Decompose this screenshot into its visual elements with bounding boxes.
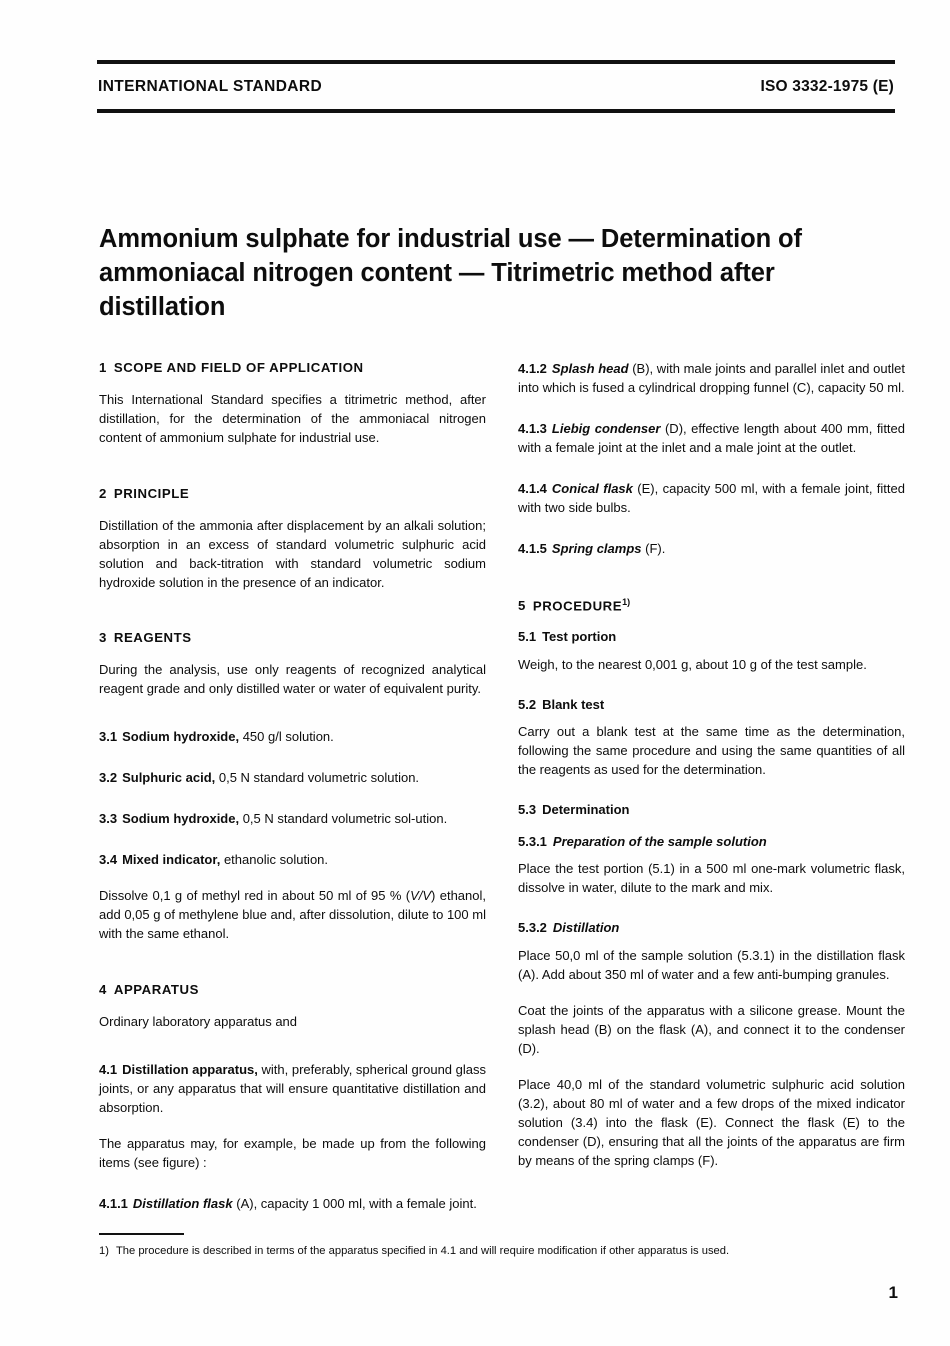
subsection-number: 5.3.1	[518, 833, 547, 849]
clause-term: Sodium hydroxide,	[122, 811, 240, 827]
section-number: 1	[99, 360, 107, 375]
clause-text: (E), capacity 500 ml, with a female joint, fitted with two side bulbs.	[518, 480, 905, 515]
clause-term: Liebig condenser	[551, 420, 661, 436]
subsection-number: 5.3	[518, 802, 537, 818]
section-title: SCOPE AND FIELD OF APPLICATION	[113, 360, 364, 375]
clause-4-1-5	[518, 540, 905, 559]
page-title: Ammonium sulphate for industrial use — Determination of ammoniacal nitrogen content — Titrimetric method after distillation	[99, 225, 802, 321]
section-title: PRINCIPLE	[113, 485, 190, 501]
footnote-separator-rule	[99, 1233, 184, 1235]
subsection-title: Determination	[542, 802, 630, 818]
clause-text: ethanolic solution.	[220, 852, 329, 868]
subsection-title: Test portion	[542, 629, 617, 645]
subsection-number: 5.1	[518, 629, 537, 645]
clause-term: Sodium hydroxide,	[122, 729, 240, 745]
footnote-area	[99, 1233, 905, 1259]
clause-4-1-2	[518, 360, 905, 398]
clause-4-1-1	[99, 1195, 486, 1214]
header-rule-bottom	[97, 109, 895, 113]
clause-term: Distillation apparatus,	[122, 1061, 258, 1077]
clause-4-1-3	[518, 420, 905, 458]
header-row	[97, 64, 895, 109]
standard-reference-label: ISO 3332-1975 (E)	[760, 78, 894, 95]
subsection-5-3-2-paragraph-3: Place 40,0 ml of the standard volumetric sulphuric acid solution (3.2), about 80 ml of water and a few drops of the mixed indicator solution (3.4) into the flask (E). Connect the flask (E) to the condenser (D), ensuring that all the joints of the apparatus are firm by means of the spring clamps (F).	[518, 1076, 905, 1168]
section-2-paragraph: Distillation of the ammonia after displacement by an alkali solution; absorption in an excess of standard volumetric sulphuric acid solution and back-titration with standard volumetric sodium hydroxide solution in the presence of an indicator.	[99, 517, 486, 590]
section-3-paragraph: During the analysis, use only reagents of recognized analytical reagent grade and only distilled water or water of equivalent purity.	[99, 662, 486, 697]
clause-text: (D), effective length about 400 mm, fitted with a female joint at the inlet and a male joint at the outlet.	[518, 420, 905, 455]
clause-text-b: ) ethanol, add 0,05 g of methylene blue and, after dissolution, dilute to 100 ml with the same ethanol.	[99, 888, 486, 942]
clause-3-2	[99, 769, 486, 788]
subsection-number: 5.3.2	[518, 920, 547, 936]
section-heading-1	[99, 360, 486, 376]
clause-number: 4.1.2	[518, 361, 547, 376]
footnote-1	[99, 1244, 905, 1259]
clause-text: 450 g/l solution.	[239, 729, 334, 745]
clause-3-3	[99, 810, 486, 829]
clause-3-1	[99, 728, 486, 747]
clause-4-1-paragraph: The apparatus may, for example, be made up from the following items (see figure) :	[99, 1135, 486, 1170]
subsection-title: Blank test	[542, 696, 605, 712]
footnote-marker: 1)	[622, 596, 631, 607]
section-number: 4	[99, 982, 107, 998]
section-number: 5	[518, 598, 526, 614]
clause-term: Conical flask	[551, 480, 633, 496]
section-1-paragraph: This International Standard specifies a titrimetric method, after distillation, for the determination of the ammoniacal nitrogen content of ammonium sulphate for industrial use.	[99, 391, 486, 445]
clause-text: (B), with male joints and parallel inlet and outlet into which is fused a cylindrical dropping funnel (C), capacity 50 ml.	[518, 361, 905, 395]
clause-text: with, preferably, spherical ground glass joints, or any apparatus that will ensure quantitative distillation and absorption.	[99, 1061, 486, 1115]
clause-number: 4.1.1	[99, 1195, 128, 1211]
subsection-title: Distillation	[552, 920, 620, 936]
clause-number: 4.1	[99, 1061, 118, 1077]
subsection-title: Preparation of the sample solution	[552, 833, 767, 849]
standard-type-label: INTERNATIONAL STANDARD	[98, 78, 323, 95]
page-header	[97, 60, 895, 113]
clause-text: 0,5 N standard volumetric sol-ution.	[239, 811, 448, 827]
left-column	[99, 360, 486, 1232]
clause-text: (A), capacity 1 000 ml, with a female joint.	[232, 1195, 477, 1211]
clause-text: 0,5 N standard volumetric solution.	[215, 770, 420, 786]
section-heading-4	[99, 982, 486, 998]
footnote-number: 1)	[99, 1245, 109, 1257]
subsection-number: 5.2	[518, 696, 537, 712]
clause-term: Mixed indicator,	[122, 852, 221, 868]
clause-term: Distillation flask	[132, 1195, 233, 1211]
clause-4-1	[99, 1061, 486, 1118]
clause-term: Sulphuric acid,	[122, 770, 216, 786]
clause-number: 3.1	[99, 729, 118, 745]
section-number: 3	[99, 630, 107, 646]
subsection-5-1-paragraph: Weigh, to the nearest 0,001 g, about 10 g of the test sample.	[518, 656, 867, 672]
section-heading-5	[518, 597, 905, 614]
subsection-5-3-2-paragraph-2: Coat the joints of the apparatus with a silicone grease. Mount the splash head (B) on the flask (A), and connect it to the condenser (D).	[518, 1002, 905, 1056]
section-number: 2	[99, 485, 107, 501]
clause-number: 3.4	[99, 852, 118, 868]
subsection-heading-5-3	[518, 802, 905, 818]
subsection-heading-5-1	[518, 629, 905, 645]
section-heading-3	[99, 630, 486, 646]
subsection-heading-5-3-2	[518, 920, 905, 936]
page-number: 1	[888, 1283, 898, 1302]
clause-number: 4.1.4	[518, 480, 547, 496]
clause-4-1-4	[518, 480, 905, 518]
section-4-paragraph: Ordinary laboratory apparatus and	[99, 1013, 298, 1029]
right-column	[518, 360, 905, 1232]
footnote-text: The procedure is described in terms of the apparatus specified in 4.1 and will require modification if other apparatus is used.	[115, 1245, 730, 1257]
clause-number: 3.2	[99, 770, 118, 786]
subsection-5-3-1-paragraph: Place the test portion (5.1) in a 500 ml one-mark volumetric flask, dissolve in water, dilute to the mark and mix.	[518, 861, 905, 896]
section-title: APPARATUS	[113, 982, 199, 998]
subsection-heading-5-2	[518, 697, 905, 713]
section-title: REAGENTS	[113, 630, 192, 646]
section-title: PROCEDURE	[532, 598, 623, 614]
clause-term: Splash head	[551, 361, 629, 376]
body-columns	[99, 360, 905, 1232]
clause-number: 4.1.3	[518, 420, 547, 436]
clause-number: 3.3	[99, 811, 118, 827]
clause-text-italic: V/V	[410, 888, 432, 904]
clause-3-4-paragraph	[99, 887, 486, 944]
clause-3-4	[99, 851, 486, 870]
subsection-5-3-2-paragraph-1: Place 50,0 ml of the sample solution (5.3.1) in the distillation flask (A). Add about 350 ml of water and a few anti-bumping granules.	[518, 947, 905, 982]
clause-term: Spring clamps	[551, 540, 642, 556]
clause-text-a: Dissolve 0,1 g of methyl red in about 50 ml of 95 % (	[99, 888, 411, 904]
section-heading-2	[99, 486, 486, 502]
clause-number: 4.1.5	[518, 540, 547, 556]
subsection-heading-5-3-1	[518, 834, 905, 850]
clause-text: (F).	[641, 540, 666, 556]
subsection-5-2-paragraph: Carry out a blank test at the same time as the determination, following the same procedure and using the same quantities of all the reagents as used for the determination.	[518, 724, 905, 778]
